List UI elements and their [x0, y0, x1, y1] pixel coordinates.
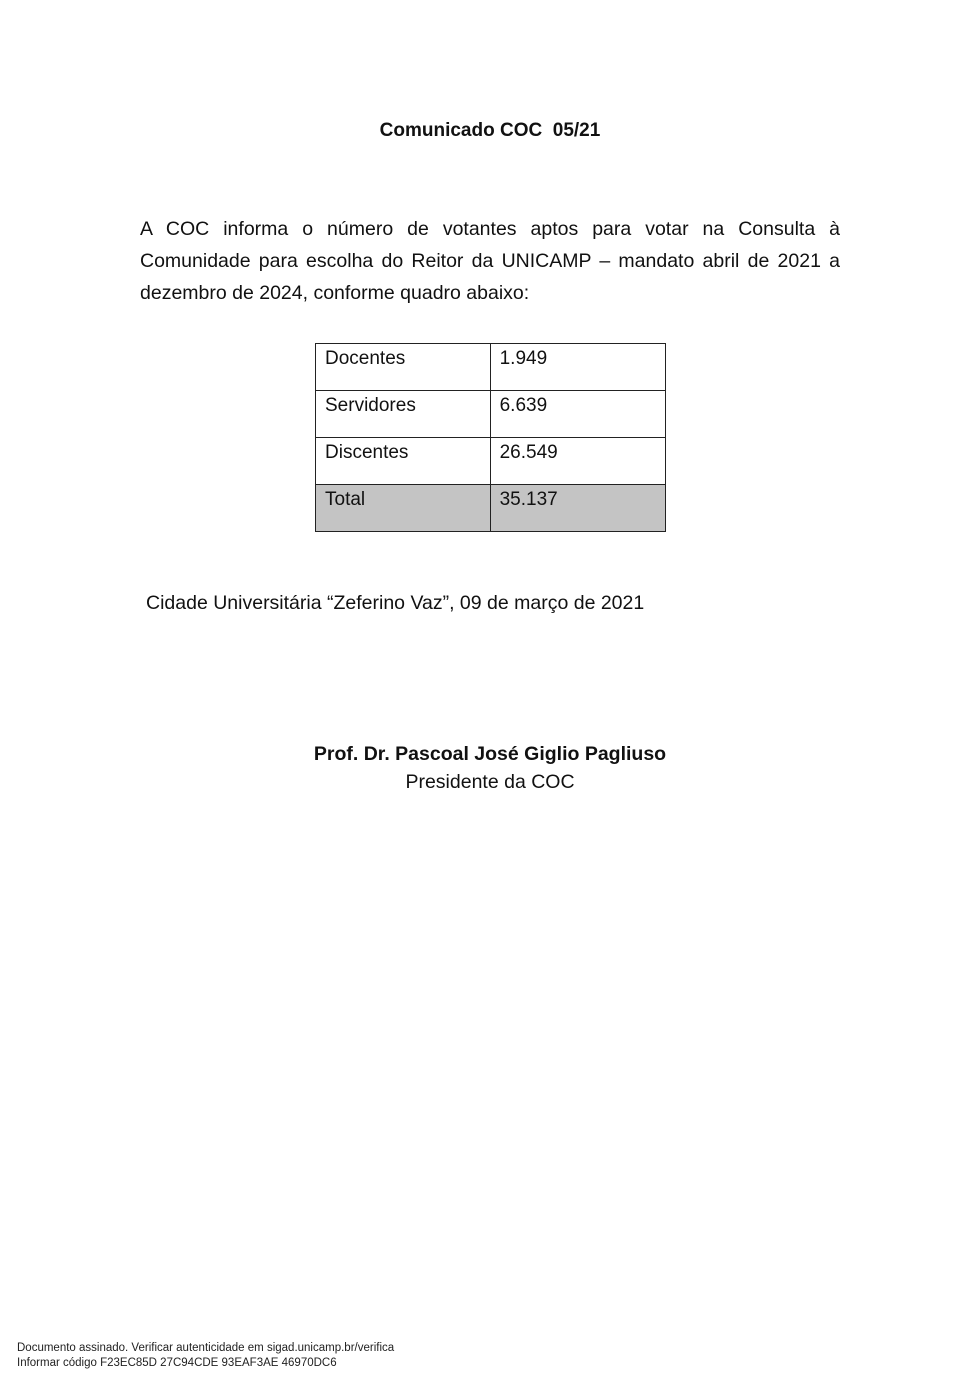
table-row-discentes — [316, 438, 666, 485]
place-date: Cidade Universitária “Zeferino Vaz”, 09 de março de 2021 — [146, 592, 645, 614]
intro-paragraph: A COC informa o número de votantes aptos para votar na Consulta à Comunidade para escolha do Reitor da UNICAMP – mandato abril de 2021 a dezembro de 2024, conforme quadro abaixo: — [140, 218, 840, 304]
row-label: Discentes — [316, 438, 491, 485]
footer-line-verify: Documento assinado. Verificar autenticidade em sigad.unicamp.br/verifica — [17, 1342, 395, 1354]
row-value: 26.549 — [490, 438, 665, 485]
row-value: 6.639 — [490, 391, 665, 438]
row-label: Servidores — [316, 391, 491, 438]
signature-block — [0, 740, 980, 796]
row-value: 35.137 — [490, 485, 665, 532]
table-row-servidores — [316, 391, 666, 438]
voters-table — [315, 343, 666, 532]
row-label: Total — [316, 485, 491, 532]
row-value: 1.949 — [490, 344, 665, 391]
table-row-total — [316, 485, 666, 532]
signer-role: Presidente da COC — [405, 771, 575, 793]
row-label: Docentes — [316, 344, 491, 391]
footer-line-code: Informar código F23EC85D 27C94CDE 93EAF3AE 46970DC6 — [17, 1357, 337, 1369]
signer-name: Prof. Dr. Pascoal José Giglio Pagliuso — [313, 743, 667, 765]
document-title: Comunicado COC 05/21 — [379, 120, 601, 141]
verification-footer — [17, 1341, 394, 1371]
table-row-docentes — [316, 344, 666, 391]
